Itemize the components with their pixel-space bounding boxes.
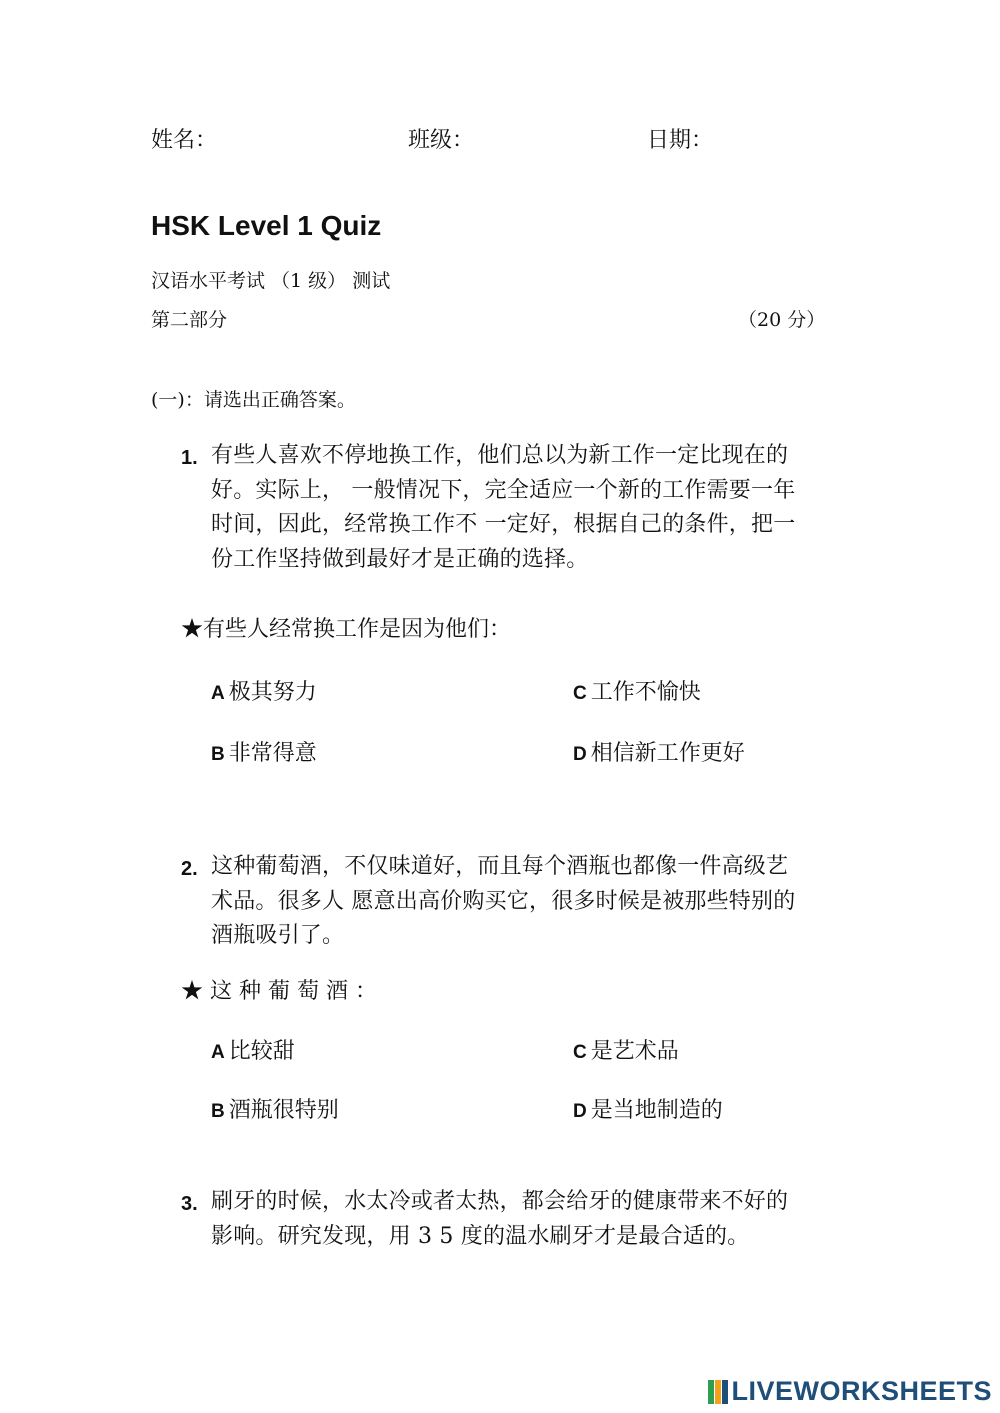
section-label: 第二部分: [151, 309, 228, 331]
points-label: （20 分）: [738, 309, 826, 331]
liveworksheets-text: LIVEWORKSHEETS: [731, 1376, 992, 1406]
option-text: 相信新工作更好: [590, 741, 745, 766]
quiz-title: HSK Level 1 Quiz: [151, 210, 382, 241]
question-1-prompt: ★有些人经常换工作是因为他们：: [181, 617, 512, 642]
question-1-number: 1.: [181, 447, 198, 469]
question-2-line: 酒瓶吸引了。: [211, 923, 345, 948]
option-text: 极其努力: [228, 680, 317, 705]
instruction: (一)：请选出正确答案。: [151, 389, 356, 411]
option-letter: B: [211, 744, 225, 765]
option-letter: B: [211, 1101, 225, 1122]
question-3-line: 刷牙的时候，水太冷或者太热，都会给牙的健康带来不好的: [211, 1189, 789, 1214]
question-2-option-c[interactable]: [573, 1034, 679, 1065]
question-2-line: 这种葡萄酒，不仅味道好，而且每个酒瓶也都像一件高级艺: [211, 854, 789, 879]
class-label: 班级：: [408, 128, 475, 153]
option-text: 是艺术品: [590, 1039, 679, 1064]
option-letter: A: [211, 683, 225, 704]
option-text: 非常得意: [228, 741, 317, 766]
question-1-line: 时间，因此，经常换工作不 一定好，根据自己的条件，把一: [211, 512, 796, 537]
question-2-number: 2.: [181, 858, 198, 880]
option-letter: C: [573, 1042, 587, 1063]
name-label: 姓名：: [151, 128, 218, 153]
option-letter: A: [211, 1042, 225, 1063]
option-letter: D: [573, 744, 587, 765]
option-text: 比较甜: [228, 1039, 295, 1064]
question-1-line: 有些人喜欢不停地换工作，他们总以为新工作一定比现在的: [211, 443, 789, 468]
question-1-option-c[interactable]: [573, 675, 701, 706]
question-2-option-b[interactable]: [211, 1093, 339, 1124]
question-1-option-b[interactable]: [211, 736, 317, 767]
option-text: 酒瓶很特别: [228, 1098, 339, 1123]
question-3-text: [211, 1185, 836, 1254]
question-1-option-a[interactable]: [211, 675, 317, 706]
question-2-prompt: ★ 这 种 葡 萄 酒 ：: [181, 979, 377, 1004]
option-letter: C: [573, 683, 587, 704]
option-text: 是当地制造的: [590, 1098, 723, 1123]
question-2-text: [211, 850, 836, 954]
liveworksheets-badge-icon: [708, 1380, 728, 1404]
question-3-line: 影响。研究发现，用 3 5 度的温水刷牙才是最合适的。: [211, 1223, 750, 1249]
date-label: 日期：: [647, 128, 714, 153]
question-3-number: 3.: [181, 1193, 198, 1215]
question-1-line: 份工作坚持做到最好才是正确的选择。: [211, 546, 589, 572]
question-1-text: [211, 439, 836, 577]
question-2-option-d[interactable]: [573, 1093, 723, 1124]
option-letter: D: [573, 1101, 587, 1122]
question-2-option-a[interactable]: [211, 1034, 295, 1065]
question-2-line: 术品。很多人 愿意出高价购买它，很多时候是被那些特别的: [211, 888, 796, 914]
question-1-option-d[interactable]: [573, 736, 745, 767]
option-text: 工作不愉快: [590, 680, 701, 705]
quiz-subtitle: 汉语水平考试 （1 级） 测试: [151, 270, 391, 292]
liveworksheets-logo: [708, 1376, 992, 1407]
question-1-line: 好。实际上， 一般情况下，完全适应一个新的工作需要一年: [211, 477, 796, 503]
